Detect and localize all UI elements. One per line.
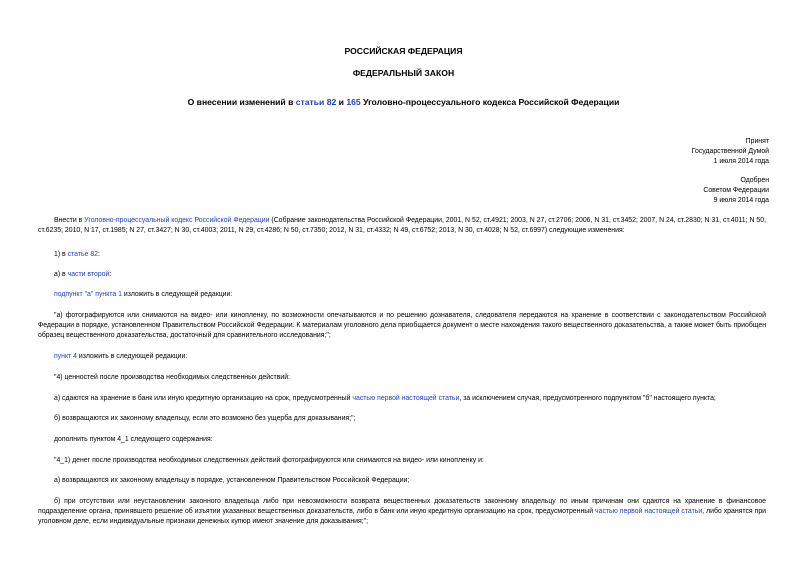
part-two-link[interactable]: части второй <box>67 271 110 278</box>
paragraph-3: подпункт "а" пункта 1 изложить в следующей редакции: <box>54 291 233 298</box>
subparagraph-a-link[interactable]: подпункт "а" <box>54 291 94 298</box>
article-82-ref-link[interactable]: статье 82 <box>67 251 98 258</box>
paragraph-10: "4_1) денег после производства необходимых следственных действий фотографируются или снимаются на видео- или кинопленку и: <box>54 457 484 464</box>
paragraph-1: 1) в статье 82: <box>54 251 100 258</box>
paragraph-6: "4) ценностей после производства необходимых следственных действий: <box>54 374 290 381</box>
intro-paragraph: Внести в Уголовно-процессуальный кодекс Российской Федерации (Собрание законодательства Российской Федерации, 2001, N 52, ст.4921; 2003, N 27, ст.2706; 2006, N 31, ст.3452; 2007, N 24, ст.2830; N 31, ст.4011; N 50, ст.6235; 2010, N 17, ст.1985; N 27, ст.3427; N 30, ст.4003; 2011, N 29, ст.4286; N 50, ст.7350; 2012, N 31, ст.4332; N 49, ст.6752; 2013, N 30, ст.4028; N 52, ст.6997) следующие изменения: <box>38 217 766 235</box>
article-82-link[interactable]: статьи 82 <box>295 97 337 107</box>
law-title: О внесении изменений в статьи 82 и 165 Уголовно-процессуального кодекса Российской Федерации <box>187 97 620 107</box>
point-1-link[interactable]: пункта 1 <box>95 291 122 298</box>
point-4-link[interactable]: пункт 4 <box>54 353 77 360</box>
article-165-link[interactable]: 165 <box>346 97 361 107</box>
adoption-federation-council: Одобрен Советом Федерации 9 июля 2014 года <box>703 177 769 204</box>
criminal-procedure-code-link[interactable]: Уголовно-процессуальный кодекс Российской Федерации <box>84 217 270 224</box>
country-heading: РОССИЙСКАЯ ФЕДЕРАЦИЯ <box>344 46 463 56</box>
part-one-link-2[interactable]: частью первой настоящей статьи <box>595 508 703 516</box>
paragraph-4: "а) фотографируются или снимаются на видео- или кинопленку, по возможности опечатываются и по решению дознавателя, следователя передаются на хранение в соответствии с законодательством Российской Федерации в порядке, установленном Правительством Российской Федерации. К материалам уголовного дела приобщается документ о месте нахождения такого вещественного доказательства, а также может быть приобщен образец вещественного доказательства, достаточный для сравнительного исследования;"; <box>38 312 766 340</box>
law-type-heading: ФЕДЕРАЛЬНЫЙ ЗАКОН <box>352 68 455 78</box>
adoption-duma: Принят Государственной Думой 1 июля 2014 года <box>691 138 769 165</box>
paragraph-5: пункт 4 изложить в следующей редакции: <box>54 353 188 360</box>
part-one-link[interactable]: частью первой настоящей статьи <box>352 395 460 402</box>
paragraph-11: а) возвращаются их законному владельцу в порядке, установленном Правительством Российской Федерации; <box>54 477 410 484</box>
paragraph-12: б) при отсутствии или неустановлении законного владельца либо при невозможности возврата вещественных доказательств законному владельцу по иным причинам они сдаются на хранение в финансовое подразделение органа, принявшего решение об изъятии указанных вещественных доказательств, либо в банк или иную кредитную организацию на срок, предусмотренный частью первой настоящей статьи, либо хранятся при уголовном деле, если индивидуальные признаки денежных купюр имеют значение для доказывания;"; <box>38 498 767 526</box>
paragraph-9: дополнить пунктом 4_1 следующего содержания: <box>54 436 213 443</box>
paragraph-2: а) в части второй: <box>54 271 112 278</box>
paragraph-7: а) сдаются на хранение в банк или иную кредитную организацию на срок, предусмотренный частью первой настоящей статьи, за исключением случая, предусмотренного подпунктом "б" настоящего пункта; <box>54 395 716 402</box>
paragraph-8: б) возвращаются их законному владельцу, если это возможно без ущерба для доказывания;"; <box>54 415 356 422</box>
